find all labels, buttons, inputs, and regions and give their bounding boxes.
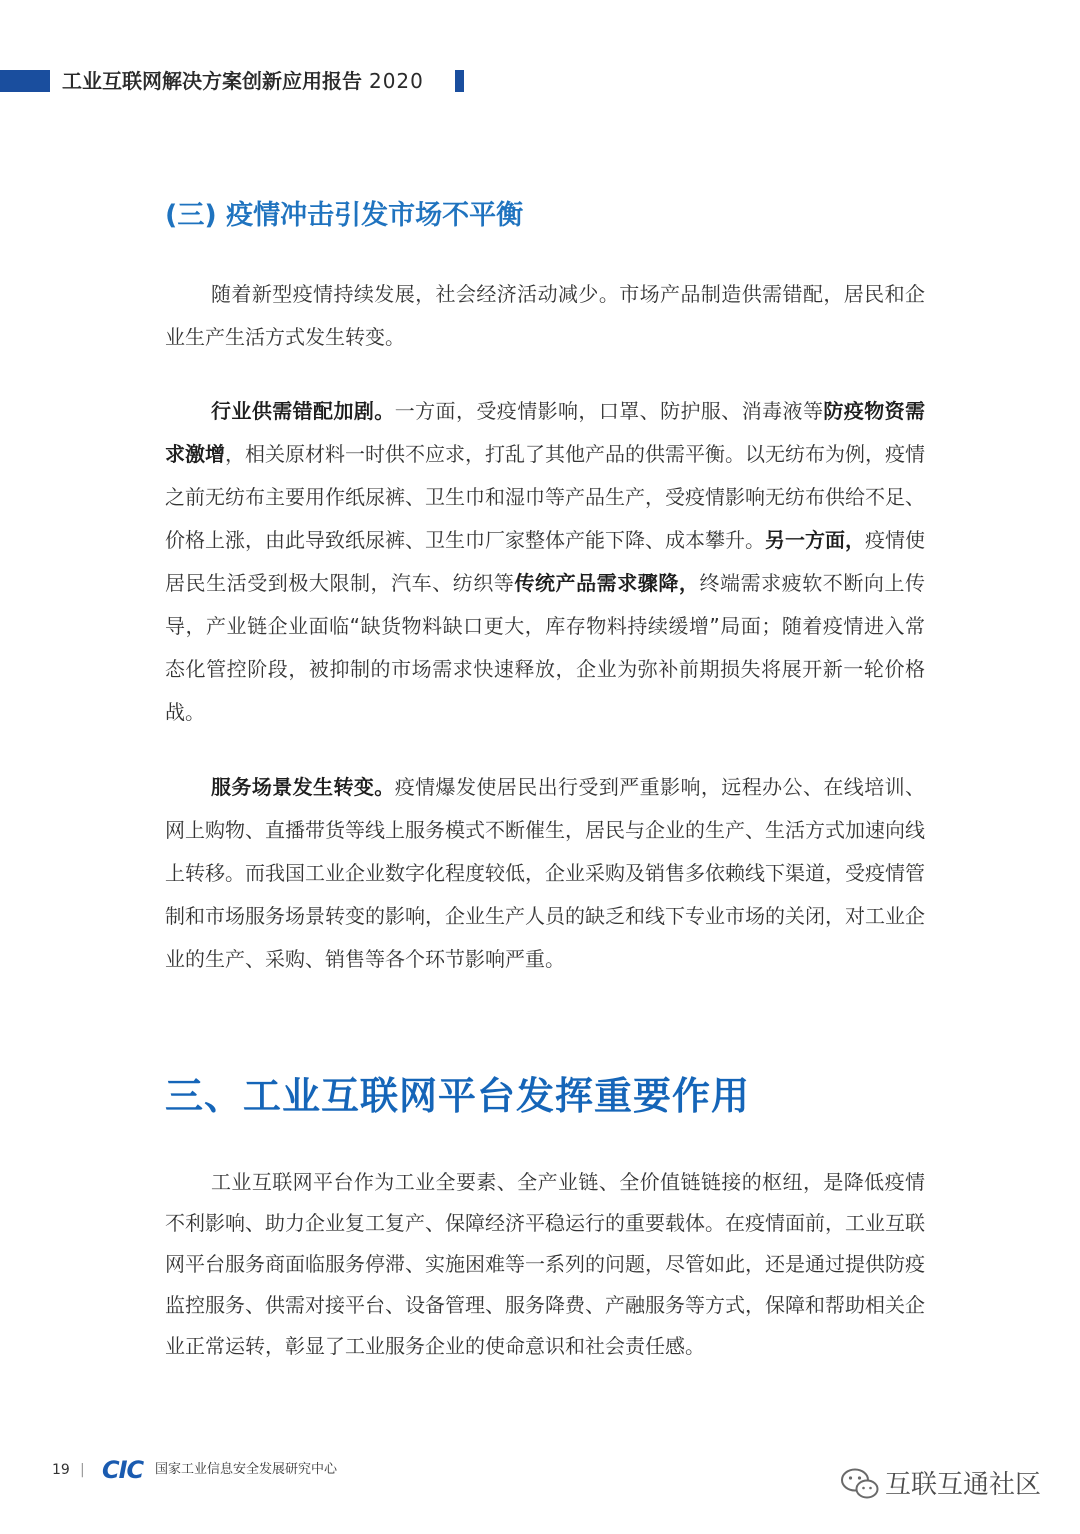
service-scene-lead: 服务场景发生转变。 (211, 775, 395, 799)
organization-name: 国家工业信息安全发展研究中心 (155, 1462, 338, 1477)
intro-paragraph: 随着新型疫情持续发展，社会经济活动减少。市场产品制造供需错配，居民和企业生产生活方式发生转变。 (165, 282, 925, 349)
bold-run: 传统产品需求骤降， (514, 571, 700, 595)
cic-logo: CIC (102, 1456, 144, 1484)
header-accent-bar (0, 70, 50, 92)
footer-separator: | (80, 1462, 85, 1478)
platform-paragraph: 工业互联网平台作为工业全要素、全产业链、全价值链链接的枢纽，是降低疫情不利影响、助力企业复工复产、保障经济平稳运行的重要载体。在疫情面前，工业互联网平台服务商面临服务停滞、实施困难等一系列的问题，尽管如此，还是通过提供防疫监控服务、供需对接平台、设备管理、服务降费、产融服务等方式，保障和帮助相关企业正常运转，彰显了工业服务企业的使命意识和社会责任感。 (165, 1170, 925, 1358)
report-title-text: 工业互联网解决方案创新应用报告 (62, 69, 362, 93)
page-number: 19 (52, 1462, 70, 1478)
service-scene-paragraph (165, 766, 925, 981)
bold-run: 另一方面， (765, 528, 865, 552)
report-title (62, 66, 424, 96)
watermark-text: 互联互通社区 (885, 1470, 1042, 1500)
subsection-heading: (三) 疫情冲击引发市场不平衡 (165, 200, 524, 231)
supply-demand-lead: 行业供需错配加剧。 (211, 399, 395, 423)
header-end-bar (455, 70, 464, 92)
text-run: 终端需求疲软不断向上传导，产业链企业面临“缺货物料缺口更大，库存物料持续缓增”局面；随着疫情进入常态化管控阶段，被抑制的市场需求快速释放，企业为弥补前期损失将展开新一轮价格战。 (165, 571, 926, 724)
bold-run: 防疫物资需求激增 (165, 399, 926, 466)
text-run: ，相关原材料一时供不应求，打乱了其他产品的供需平衡。以无纺布为例，疫情之前无纺布主要用作纸尿裤、卫生巾和湿巾等产品生产，受疫情影响无纺布供给不足、价格上涨，由此导致纸尿裤、卫生巾厂家整体产能下降、成本攀升。 (165, 442, 925, 552)
text-run: 疫情使居民生活受到极大限制，汽车、纺织等 (165, 528, 925, 595)
report-year: 2020 (368, 69, 424, 93)
supply-demand-paragraph (165, 390, 925, 734)
text-run: 疫情爆发使居民出行受到严重影响，远程办公、在线培训、网上购物、直播带货等线上服务模式不断催生，居民与企业的生产、生活方式加速向线上转移。而我国工业企业数字化程度较低，企业采购及销售多依赖线下渠道，受疫情管制和市场服务场景转变的影响，企业生产人员的缺乏和线下专业市场的关闭，对工业企业的生产、采购、销售等各个环节影响严重。 (165, 775, 926, 971)
text-run: 一方面，受疫情影响，口罩、防护服、消毒液等 (394, 399, 824, 423)
section-heading: 三、工业互联网平台发挥重要作用 (165, 1074, 751, 1118)
wechat-icon (840, 1467, 880, 1501)
